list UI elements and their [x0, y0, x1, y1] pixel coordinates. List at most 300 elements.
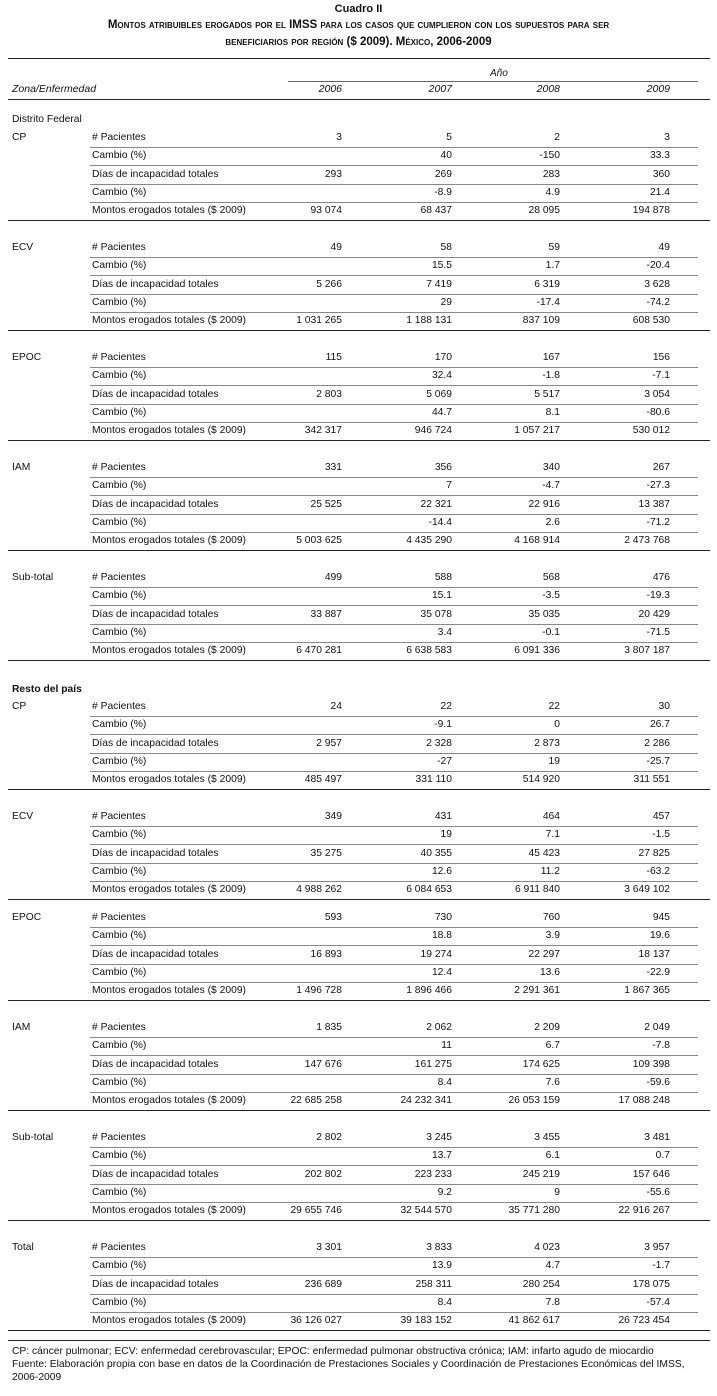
value-cell: 18.8	[431, 930, 452, 941]
value-cell: 4 023	[534, 1242, 560, 1253]
zone-label: IAM	[12, 1022, 31, 1033]
value-cell: 40 355	[420, 848, 452, 859]
row-rule	[8, 899, 710, 900]
value-cell: 514 920	[522, 774, 560, 785]
row-label: Días de incapacidad totales	[92, 949, 219, 960]
value-cell: 21.4	[649, 187, 670, 198]
value-cell: -71.2	[646, 517, 670, 528]
row-label: Montos erogados totales ($ 2009)	[92, 535, 246, 546]
row-label: Montos erogados totales ($ 2009)	[92, 425, 246, 436]
zone-label: Sub-total	[12, 572, 54, 583]
row-label: Montos erogados totales ($ 2009)	[92, 205, 246, 216]
value-cell: 58	[440, 242, 452, 253]
value-cell: 45 423	[528, 848, 560, 859]
value-cell: 7 419	[426, 279, 452, 290]
value-cell: 499	[324, 572, 342, 583]
value-cell: -25.7	[646, 756, 670, 767]
row-rule	[8, 330, 710, 331]
value-cell: 27 825	[638, 848, 670, 859]
value-cell: 3 481	[644, 1132, 670, 1143]
value-cell: 7	[446, 480, 452, 491]
value-cell: 342 317	[304, 425, 342, 436]
row-label: # Pacientes	[92, 811, 146, 822]
value-cell: 8.4	[437, 1297, 452, 1308]
value-cell: 258 311	[415, 1279, 452, 1290]
row-label: Días de incapacidad totales	[92, 609, 219, 620]
value-cell: 5 517	[534, 389, 560, 400]
value-cell: 588	[434, 572, 452, 583]
row-label: Montos erogados totales ($ 2009)	[92, 774, 246, 785]
value-cell: -150	[539, 150, 560, 161]
row-label: # Pacientes	[92, 352, 146, 363]
value-cell: 13.7	[431, 1150, 452, 1161]
row-label: Cambio (%)	[92, 480, 147, 491]
value-cell	[232, 928, 342, 944]
value-cell: 49	[658, 242, 670, 253]
top-rule	[8, 58, 710, 59]
value-cell: -22.9	[646, 967, 670, 978]
row-label: Cambio (%)	[92, 866, 147, 877]
value-cell: 760	[542, 912, 560, 923]
value-cell: -7.8	[652, 1040, 670, 1051]
year-header-rule	[288, 81, 698, 82]
row-label: Cambio (%)	[92, 1150, 147, 1161]
value-cell	[232, 965, 342, 981]
row-label: Cambio (%)	[92, 756, 147, 767]
value-cell: 5	[446, 132, 452, 143]
value-cell: 29	[440, 297, 452, 308]
value-cell: 568	[542, 572, 560, 583]
value-cell: 3 807 187	[624, 645, 670, 656]
value-cell: -17.4	[536, 297, 560, 308]
value-cell	[232, 295, 342, 311]
value-cell: 202 802	[304, 1169, 342, 1180]
row-label: Montos erogados totales ($ 2009)	[92, 884, 246, 895]
value-cell: -63.2	[646, 866, 670, 877]
value-cell	[232, 258, 342, 274]
table-number: Cuadro II	[334, 3, 383, 15]
row-label: Cambio (%)	[92, 590, 147, 601]
zone-label: ECV	[12, 811, 34, 822]
value-cell: 3 301	[316, 1242, 342, 1253]
value-cell	[232, 1148, 342, 1164]
value-cell: 476	[652, 572, 670, 583]
value-cell: 223 233	[414, 1169, 452, 1180]
value-cell: 608 530	[632, 315, 670, 326]
section-heading: Resto del país	[12, 684, 82, 695]
value-cell	[232, 405, 342, 421]
value-cell: 2 957	[316, 738, 342, 749]
value-cell: 4.9	[545, 187, 560, 198]
value-cell: 3.4	[437, 627, 452, 638]
row-rule	[8, 1330, 710, 1331]
value-cell: 269	[434, 169, 452, 180]
value-cell: 35 035	[528, 609, 560, 620]
value-cell: 464	[542, 811, 560, 822]
value-cell: 6 091 336	[514, 645, 560, 656]
bottom-rule	[8, 1340, 710, 1341]
value-cell	[232, 625, 342, 641]
value-cell: 26.7	[649, 719, 670, 730]
row-label: Cambio (%)	[92, 517, 147, 528]
value-cell: 311 551	[633, 774, 670, 785]
value-cell: 35 771 280	[508, 1205, 560, 1216]
zone-label: EPOC	[12, 352, 42, 363]
value-cell: 2 062	[426, 1022, 452, 1033]
value-cell: 35 078	[420, 609, 452, 620]
value-cell: 109 398	[632, 1059, 670, 1070]
row-label: Cambio (%)	[92, 930, 147, 941]
value-cell: 2 328	[426, 738, 452, 749]
row-label: Cambio (%)	[92, 297, 147, 308]
value-cell: -3.5	[542, 590, 560, 601]
row-label: # Pacientes	[92, 701, 146, 712]
value-cell: 4 435 290	[406, 535, 452, 546]
value-cell: 33 887	[310, 609, 342, 620]
value-cell: 5 266	[316, 279, 342, 290]
row-label: # Pacientes	[92, 912, 146, 923]
value-cell: 156	[652, 352, 670, 363]
value-cell: 26 053 159	[508, 1095, 560, 1106]
value-cell: 19	[548, 756, 560, 767]
value-cell: 25 525	[310, 499, 342, 510]
value-cell: 360	[652, 169, 670, 180]
value-cell: 1 188 131	[406, 315, 452, 326]
row-label: Cambio (%)	[92, 967, 147, 978]
year-2006-header: 2006	[318, 83, 342, 95]
table-title-line-2: beneficiarios por región ($ 2009). México, 2006-2009	[225, 36, 492, 48]
value-cell: 49	[330, 242, 342, 253]
value-cell: 3 957	[644, 1242, 670, 1253]
value-cell	[232, 588, 342, 604]
value-cell: 7.8	[545, 1297, 560, 1308]
row-rule	[90, 1275, 698, 1276]
value-cell: 16 893	[310, 949, 342, 960]
value-cell: 3 054	[644, 389, 670, 400]
row-label: # Pacientes	[92, 462, 146, 473]
value-cell: 1 496 728	[296, 985, 342, 996]
value-cell: -80.6	[646, 407, 670, 418]
value-cell: 2 286	[644, 738, 670, 749]
value-cell: 22 297	[528, 949, 560, 960]
value-cell: 9.2	[437, 1187, 452, 1198]
row-rule	[8, 220, 710, 221]
row-rule	[90, 385, 698, 386]
value-cell: 5 003 625	[296, 535, 342, 546]
value-cell: 6 911 840	[514, 884, 560, 895]
value-cell: 39 183 152	[400, 1315, 452, 1326]
value-cell: 36 126 027	[290, 1315, 342, 1326]
value-cell: 2 802	[316, 1132, 342, 1143]
zone-label: IAM	[12, 462, 31, 473]
value-cell	[232, 754, 342, 770]
row-rule	[8, 1000, 710, 1001]
row-label: # Pacientes	[92, 1022, 146, 1033]
row-rule	[90, 734, 698, 735]
value-cell: 20 429	[638, 609, 670, 620]
row-label: Cambio (%)	[92, 260, 147, 271]
value-cell: 1.7	[545, 260, 560, 271]
value-cell: 17 088 248	[618, 1095, 670, 1106]
value-cell: 22	[548, 701, 560, 712]
row-label: Montos erogados totales ($ 2009)	[92, 315, 246, 326]
row-rule	[8, 440, 710, 441]
row-label: # Pacientes	[92, 572, 146, 583]
value-cell: 1 835	[316, 1022, 342, 1033]
value-cell	[232, 368, 342, 384]
value-cell: 11.2	[540, 866, 560, 877]
value-cell: 41 862 617	[508, 1315, 560, 1326]
value-cell: 2	[554, 132, 560, 143]
row-label: Días de incapacidad totales	[92, 848, 219, 859]
value-cell: 26 723 454	[618, 1315, 670, 1326]
row-label: Cambio (%)	[92, 719, 147, 730]
value-cell: 147 676	[304, 1059, 342, 1070]
value-cell: -55.6	[646, 1187, 670, 1198]
value-cell: 167	[542, 352, 560, 363]
row-rule	[90, 1165, 698, 1166]
row-label: Días de incapacidad totales	[92, 1059, 219, 1070]
value-cell: 170	[434, 352, 452, 363]
value-cell: 2 209	[534, 1022, 560, 1033]
value-cell	[232, 827, 342, 843]
value-cell: -19.3	[646, 590, 670, 601]
row-label: Cambio (%)	[92, 829, 147, 840]
value-cell: 28 095	[528, 205, 560, 216]
value-cell: 3	[336, 132, 342, 143]
value-cell: 24 232 341	[400, 1095, 452, 1106]
row-label: Cambio (%)	[92, 1077, 147, 1088]
value-cell: 68 437	[420, 205, 452, 216]
value-cell: 3	[664, 132, 670, 143]
zone-label: Sub-total	[12, 1132, 54, 1143]
value-cell: 0	[554, 719, 560, 730]
value-cell: 340	[542, 462, 560, 473]
row-label: Cambio (%)	[92, 627, 147, 638]
value-cell: -1.5	[652, 829, 670, 840]
value-cell: 161 275	[414, 1059, 452, 1070]
year-2008-header: 2008	[536, 83, 560, 95]
value-cell: 293	[324, 169, 342, 180]
row-rule	[90, 844, 698, 845]
row-rule	[8, 550, 710, 551]
row-label: Cambio (%)	[92, 1040, 147, 1051]
value-cell: 1 867 365	[624, 985, 670, 996]
value-cell: 236 689	[304, 1279, 342, 1290]
value-cell: 11	[441, 1040, 452, 1051]
value-cell: -8.9	[434, 187, 452, 198]
value-cell: 194 878	[632, 205, 670, 216]
row-label: Cambio (%)	[92, 1260, 147, 1271]
value-cell: 19.6	[649, 930, 670, 941]
value-cell: 12.6	[431, 866, 452, 877]
row-rule	[8, 789, 710, 790]
value-cell: -1.7	[652, 1260, 670, 1271]
value-cell: 15.1	[431, 590, 452, 601]
year-header: Año	[490, 68, 508, 79]
value-cell: 174 625	[522, 1059, 560, 1070]
value-cell: 33.3	[649, 150, 670, 161]
value-cell: -14.4	[428, 517, 452, 528]
value-cell: 8.1	[545, 407, 560, 418]
row-rule	[90, 1055, 698, 1056]
value-cell: 35 275	[310, 848, 342, 859]
value-cell: 19	[440, 829, 452, 840]
row-label: Días de incapacidad totales	[92, 169, 219, 180]
row-label: # Pacientes	[92, 1242, 146, 1253]
value-cell: 24	[330, 701, 342, 712]
value-cell: 331	[324, 462, 342, 473]
value-cell: -20.4	[646, 260, 670, 271]
value-cell: -0.1	[542, 627, 560, 638]
year-2009-header: 2009	[646, 83, 670, 95]
row-rule	[90, 605, 698, 606]
value-cell: 1 896 466	[406, 985, 452, 996]
value-cell: 280 254	[522, 1279, 560, 1290]
value-cell: -71.5	[646, 627, 670, 638]
value-cell: 13.9	[431, 1260, 452, 1271]
row-label: # Pacientes	[92, 132, 146, 143]
zone-label: CP	[12, 132, 27, 143]
header-rule	[8, 99, 710, 100]
row-label: Montos erogados totales ($ 2009)	[92, 1205, 246, 1216]
row-label: Días de incapacidad totales	[92, 1279, 219, 1290]
table-title-line-1: Montos atribuibles erogados por el IMSS para los casos que cumplieron con los supuestos para ser	[107, 19, 610, 31]
value-cell: 22 916	[528, 499, 560, 510]
value-cell: 6.1	[545, 1150, 560, 1161]
value-cell: 157 646	[632, 1169, 670, 1180]
value-cell: 18 137	[638, 949, 670, 960]
value-cell: 1 031 265	[296, 315, 342, 326]
value-cell: 356	[434, 462, 452, 473]
row-label: Cambio (%)	[92, 1187, 147, 1198]
value-cell: 6 470 281	[296, 645, 342, 656]
row-label: Montos erogados totales ($ 2009)	[92, 645, 246, 656]
section-heading: Distrito Federal	[12, 114, 82, 125]
row-label: Días de incapacidad totales	[92, 738, 219, 749]
value-cell: 485 497	[304, 774, 342, 785]
value-cell: 945	[652, 912, 670, 923]
value-cell: 2 049	[644, 1022, 670, 1033]
value-cell: 5 069	[426, 389, 452, 400]
value-cell: 530 012	[632, 425, 670, 436]
value-cell: 9	[554, 1187, 560, 1198]
value-cell: 6 084 653	[406, 884, 452, 895]
value-cell: 0.7	[655, 1150, 670, 1161]
row-rule	[90, 945, 698, 946]
row-rule	[8, 1110, 710, 1111]
value-cell: 13 387	[638, 499, 670, 510]
year-2007-header: 2007	[428, 83, 452, 95]
row-rule	[90, 275, 698, 276]
value-cell: 115	[325, 352, 342, 363]
value-cell: 32.4	[431, 370, 452, 381]
row-label: Cambio (%)	[92, 407, 147, 418]
value-cell	[232, 1185, 342, 1201]
value-cell: 3 455	[534, 1132, 560, 1143]
row-label: Cambio (%)	[92, 1297, 147, 1308]
value-cell: 19 274	[420, 949, 452, 960]
value-cell: 178 075	[632, 1279, 670, 1290]
row-rule	[8, 1220, 710, 1221]
value-cell: 6.7	[545, 1040, 560, 1051]
value-cell	[232, 1075, 342, 1091]
value-cell: 457	[652, 811, 670, 822]
value-cell: 8.4	[437, 1077, 452, 1088]
value-cell	[232, 864, 342, 880]
value-cell: -4.7	[542, 480, 560, 491]
row-label: Montos erogados totales ($ 2009)	[92, 985, 246, 996]
zone-label: CP	[12, 701, 27, 712]
value-cell: 30	[658, 701, 670, 712]
value-cell: 331 110	[415, 774, 452, 785]
value-cell: 2 473 768	[624, 535, 670, 546]
value-cell: 93 074	[310, 205, 342, 216]
value-cell: -7.1	[652, 370, 670, 381]
value-cell: 593	[324, 912, 342, 923]
value-cell: 837 109	[522, 315, 560, 326]
value-cell: 6 638 583	[406, 645, 452, 656]
row-label: # Pacientes	[92, 1132, 146, 1143]
value-cell	[232, 1258, 342, 1274]
value-cell	[232, 478, 342, 494]
value-cell: 4.7	[545, 1260, 560, 1271]
row-label: Días de incapacidad totales	[92, 389, 219, 400]
value-cell: 22 685 258	[290, 1095, 342, 1106]
value-cell: 283	[542, 169, 560, 180]
value-cell: 2.6	[545, 517, 560, 528]
row-label: Días de incapacidad totales	[92, 279, 219, 290]
value-cell: 22 321	[420, 499, 452, 510]
value-cell	[232, 1295, 342, 1311]
row-label: Días de incapacidad totales	[92, 1169, 219, 1180]
zone-label: ECV	[12, 242, 34, 253]
value-cell	[232, 148, 342, 164]
zone-disease-header: Zona/Enfermedad	[12, 83, 97, 95]
row-rule	[90, 165, 698, 166]
value-cell: 12.4	[431, 967, 452, 978]
value-cell: 13.6	[539, 967, 560, 978]
value-cell: -1.8	[542, 370, 560, 381]
value-cell: -74.2	[646, 297, 670, 308]
value-cell: 44.7	[431, 407, 452, 418]
value-cell: 59	[548, 242, 560, 253]
value-cell: 3.9	[545, 930, 560, 941]
value-cell: 349	[324, 811, 342, 822]
value-cell: 29 655 746	[290, 1205, 342, 1216]
value-cell: 3 628	[644, 279, 670, 290]
value-cell: 7.6	[545, 1077, 560, 1088]
value-cell: 1 057 217	[514, 425, 560, 436]
value-cell	[232, 515, 342, 531]
value-cell: -9.1	[434, 719, 452, 730]
row-label: Montos erogados totales ($ 2009)	[92, 1095, 246, 1106]
value-cell	[232, 1038, 342, 1054]
value-cell: 3 833	[426, 1242, 452, 1253]
row-label: Cambio (%)	[92, 370, 147, 381]
footnote-abbreviations: CP: cáncer pulmonar; ECV: enfermedad cerebrovascular; EPOC: enfermedad pulmonar obstructiva crónica; IAM: infarto agudo de miocardio	[12, 1346, 654, 1357]
value-cell	[232, 185, 342, 201]
value-cell: 4 168 914	[514, 535, 560, 546]
value-cell: -57.4	[646, 1297, 670, 1308]
row-label: Cambio (%)	[92, 187, 147, 198]
value-cell: 730	[434, 912, 452, 923]
row-rule	[90, 495, 698, 496]
value-cell: 22 916 267	[618, 1205, 670, 1216]
row-label: Montos erogados totales ($ 2009)	[92, 1315, 246, 1326]
value-cell: 7.1	[545, 829, 560, 840]
value-cell: 6 319	[534, 279, 560, 290]
